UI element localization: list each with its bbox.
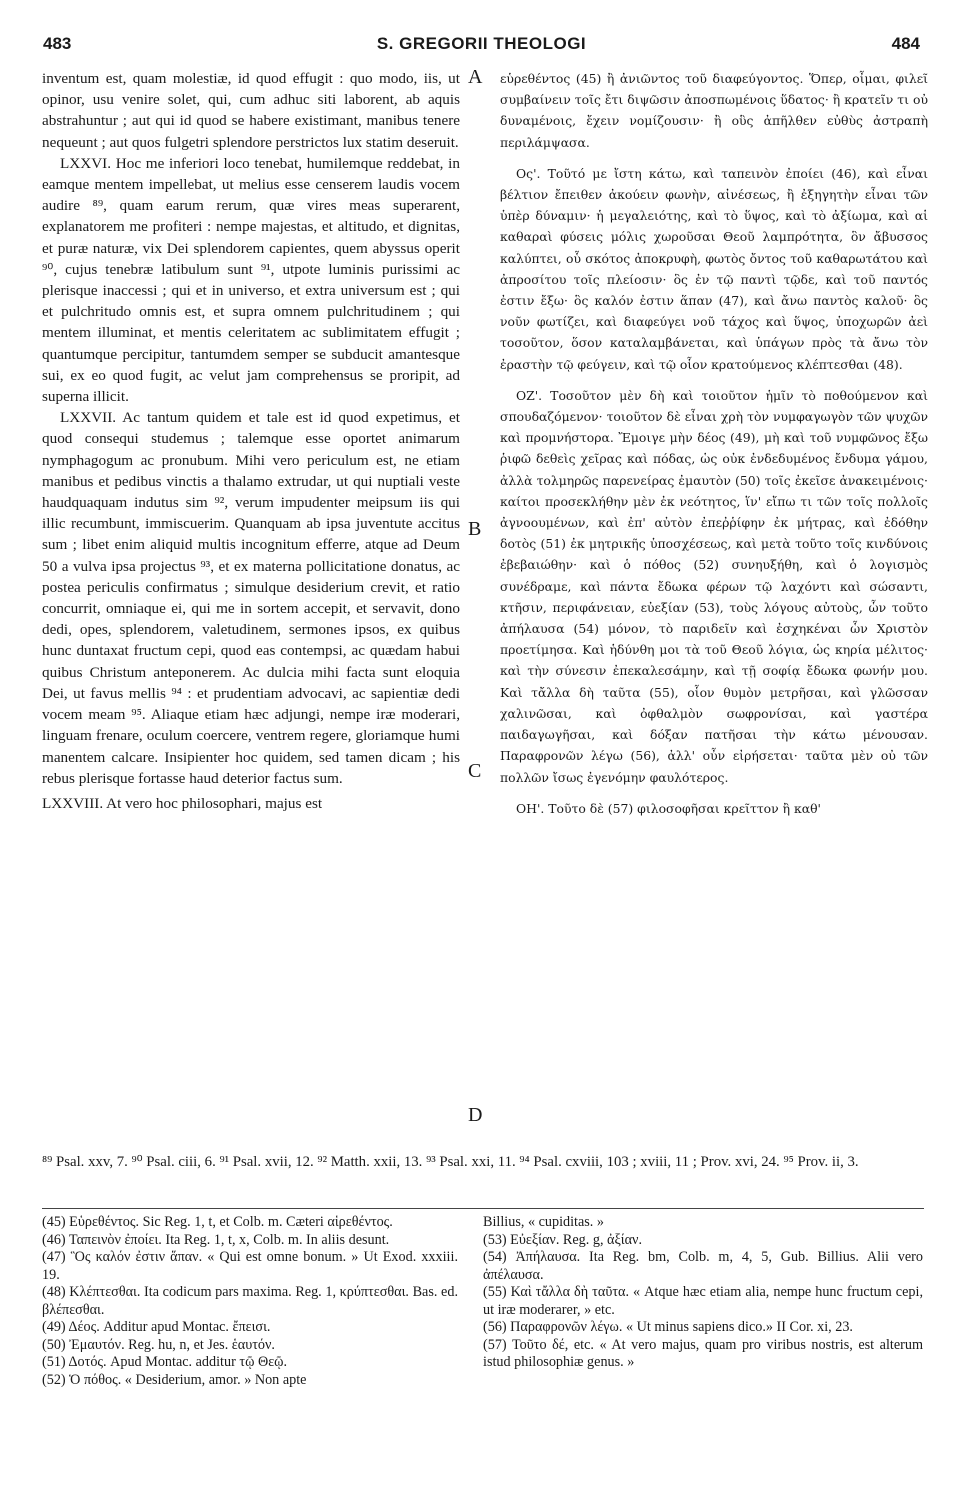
page-number-left: 483 [43,34,72,53]
critical-note: Billius, « cupiditas. » [483,1214,604,1230]
critical-notes-left [42,1214,458,1389]
latin-column [42,68,460,814]
critical-note: (55) Καὶ τἄλλα δὴ ταῦτα. « Atque hæc etiam alia, nempe hunc fructum cepi, ut iræ moderarer, » etc. [483,1284,923,1318]
latin-paragraph: LXXVIII. At vero hoc philosophari, majus est [42,794,323,812]
critical-note: (53) Εὐεξίαν. Reg. g, ἀξίαν. [483,1231,643,1248]
critical-notes-right [483,1214,923,1372]
running-title: S. GREGORII THEOLOGI [376,34,587,53]
greek-paragraph: Ος'. Τοῦτό με ἴστη κάτω, καὶ ταπεινὸν ἐποίει (46), καὶ εἶναι βέλτιον ἔπειθεν ἀκούειν φωνὴν, αἰνέσεως, ἢ ἐξηγητὴν εἶναι τῶν ὑπὲρ δύναμιν· ἡ μεγαλειότης, καὶ τὸ ὕψος, καὶ τὸ ἀξίωμα, καὶ αἱ καθαραὶ φύσεις μόλις χωροῦσαι Θεοῦ λαμπρότητα, ὃν ἄβυσσος καλύπτει, οὗ σκότος ἀποκρυφὴ, φωτὸς ὄντος τοῦ καθαρωτάτου καὶ ἀπροσίτου τοῖς πλείοσιν· ὃς ἐν τῷ παντὶ τῷδε, καὶ τοῦ παντός ἐστιν ἔξω· ὃς καλόν ἐστιν ἅπαν (47), καὶ ἄνω παντὸς καλοῦ· ὃς νοῦν φωτίζει, καὶ διαφεύγει νοῦ τάχος καὶ ὕψος, ὑποχωρῶν ἀεὶ τοσοῦτον, ὅσον καταλαμβάνεται, καὶ ὑπάγων πρὸς τὰ ἄνω τὸν ἐραστὴν τῷ φεύγειν, καὶ τῷ οἷον κρατούμενος κλέπτεσθαι (48). [500,165,928,372]
critical-note: (49) Δέος. Additur apud Montac. ἔπεισι. [42,1319,271,1335]
margin-marker-c: C [468,760,482,782]
margin-marker-d: D [468,1104,483,1126]
margin-marker-a: A [468,66,483,88]
margin-marker-b: B [468,518,482,540]
critical-note: (45) Εὑρεθέντος. Sic Reg. 1, t, et Colb. m. Cæteri αἱρεθέντος. [42,1214,393,1230]
critical-note: (52) Ὁ πόθος. « Desiderium, amor. » Non apte [42,1371,307,1388]
critical-note: (46) Ταπεινὸν ἐποίει. Ita Reg. 1, t, x, Colb. m. In aliis desunt. [42,1231,390,1248]
scripture-footnotes: ⁸⁹ Psal. xxv, 7. ⁹⁰ Psal. ciii, 6. ⁹¹ Psal. xvii, 12. ⁹² Matth. xxii, 13. ⁹³ Psal. xxi, 11. ⁹⁴ Psal. cxviii, 103 ; xviii, 11 ; Prov. xvi, 24. ⁹⁵ Prov. ii, 3. [42,1154,859,1170]
running-header [0,34,963,60]
greek-paragraph: ΟΖ'. Τοσοῦτον μὲν δὴ καὶ τοιοῦτον ἡμῖν τὸ ποθούμενον καὶ σπουδαζόμενον· τοιοῦτον δὲ εἶναι χρὴ τὸν νυμφαγωγὸν τῶν ψυχῶν καὶ προμνήστορα. Ἔμοιγε μὴν δέος (49), μὴ καὶ τοῦ νυμφῶνος ἔξω ῥιφῶ δεθεὶς χεῖρας καὶ πόδας, ὡς οὐκ ἐνδεδυμένος ἔνδυμα γάμου, ἀλλὰ τολμηρῶς παρενείρας ἐμαυτὸν (50) τοῖς ἐκεῖσε ἀνακειμένοις· καίτοι προσεκλήθην μὲν ἐκ νεότητος, ἵν' εἴπω τι τῶν τοῖς πολλοῖς ἀγνοουμένων, καὶ ἐπ' αὐτὸν ἐπεῤῥίφην ἐκ μήτρας, καὶ ἐδόθην δοτὸς (51) ἐκ μητρικῆς ὑποσχέσεως, καὶ μετὰ τοῦτο τοῖς κινδύνοις ἐβεβαιώθην· καὶ ὁ πόθος (52) συνηυξήθη, καὶ ὁ λογισμὸς συνέδραμε, καὶ πάντα ἔδωκα φέρων τῷ λαχόντι καὶ σώσαντι, κτῆσιν, περιφάνειαν, εὐεξίαν (53), τοὺς λόγους αὐτοὺς, ὧν τοῦτο ἀπήλαυσα (54) μόνον, τὸ παριδεῖν καὶ ἐσχηκέναι ὧν Χριστὸν προετίμησα. Καὶ ἡδύνθη μοι τὰ τοῦ Θεοῦ λόγια, ὡς κηρία μέλιτος· καὶ τὴν σύνεσιν ἐπεκαλεσάμην, καὶ τῇ σοφίᾳ ἔδωκα φωνήν μου. Καὶ τἄλλα δὴ ταῦτα (55), οἷον θυμὸν μετρῆσαι, καὶ γλῶσσαν χαλινῶσαι, καὶ ὀφθαλμὸν σωφρονίσαι, καὶ γαστέρα παιδαγωγῆσαι, καὶ δόξαν πατῆσαι τὴν κάτω μένουσαν. Παραφρονῶν λέγω (56), ἀλλ' οὖν εἰρήσεται· ταῦτα μὲν οὐ τῶν πολλῶν ἴσως ἐγενόμην φαυλότερος. [500,387,928,785]
notes-divider [42,1208,924,1209]
critical-note: (57) Τοῦτο δέ, etc. « At vero majus, quam pro viribus nostris, est alterum istud philosophiæ genus. » [483,1336,923,1370]
greek-column [500,68,928,819]
greek-paragraph: εὑρεθέντος (45) ἢ ἀνιῶντος τοῦ διαφεύγοντος. Ὅπερ, οἶμαι, φιλεῖ συμβαίνειν τοῖς ἔτι διψῶσιν ἀποσπωμένοις ὕδατος· ἢ κρατεῖν τι οὐ δυναμένοις, ἔχειν νομίζουσιν· ἢ οὓς ἀπῆλθεν εὐθὺς ἀστραπὴ περιλάμψασα. [500,71,928,150]
greek-paragraph: ΟΗ'. Τοῦτο δὲ (57) φιλοσοφῆσαι κρεῖττον ἢ καθ' [516,800,821,816]
latin-paragraph: LXXVII. Ac tantum quidem et tale est id quod expetimus, et quod consequi studemus ; talemque esse oportet animarum nymphagogum ac pronubum. Mihi vero periculum est, ne etiam manibus et pedibus vinctis a thalamo extrudar, ut qui nuptiali veste haudquaquam indutus sim ⁹², verum impudenter meipsum iis qui illic recumbunt, immiscuerim. Quanquam ab ipsa juventute accitus sum ; libet enim aliquid multis incognitum efferre, atque ad Deum 50 a vulva ipsa projectus ⁹³, et ex materna pollicitatione donatus, ac postea periculis confirmatus ; simulque desiderium crevit, et ratio concurrit, omniaque ei, qui me in sortem accepit, et servavit, dono dedi, opes, splendorem, valetudinem, sermones ipsos, ex quibus hunc duntaxat fructum cepi, quod eas contempsi, ac quædam habui quibus Christum anteponerem. Ac dulcia mihi facta sunt eloquia Dei, ut favus mellis ⁹⁴ : et prudentiam advocavi, ac sapientiæ dedi vocem meam ⁹⁵. Aliaque etiam hæc adjungi, nempe iræ moderari, linguam frenare, oculum coercere, ventrem regere, gloriamque humi manentem calcare. Insipienter hoc quidem, sed tamen dicam ; his rebus plerisque fortasse haud deterior factus sum. [42,409,460,787]
critical-note: (54) Ἀπήλαυσα. Ita Reg. bm, Colb. m, 4, 5, Gub. Billius. Alii vero ἀπέλαυσα. [483,1249,923,1283]
critical-note: (48) Κλέπτεσθαι. Ita codicum pars maxima. Reg. 1, κρύπτεσθαι. Bas. ed. βλέπεσθαι. [42,1284,458,1318]
latin-paragraph: LXXVI. Hoc me inferiori loco tenebat, humilemque reddebat, in eamque mentem impellebat, ut melius esse censerem laudis vocem audire ⁸⁹, quam earum rerum, quæ vires meas superarent, explanatorem me profiteri : nempe majestas, et altitudo, et dignitas, et puræ naturæ, vix Dei splendorem capientes, quem abyssus operit ⁹⁰, cujus tenebræ latibulum sunt ⁹¹, utpote luminis purissimi ac plerisque inaccessi ; qui et in universo, et extra universum est ; qui et pulchritudo omnis est, et supra omnem pulchritudinem ; qui mentem illuminat, et mentis celeritatem ac sublimitatem effugit ; quantumque percipitur, tantumdem semper se subducit amantesque sui, ex eo quod fugit, ac velut jam comprehensus se proripit, ad superna illicit. [42,154,460,406]
critical-note: (50) Ἐμαυτόν. Reg. hu, n, et Jes. ἑαυτόν. [42,1336,275,1353]
page-number-right: 484 [891,34,920,53]
critical-note: (51) Δοτός. Apud Montac. additur τῷ Θεῷ. [42,1354,288,1370]
critical-note: (56) Παραφρονῶν λέγω. « Ut minus sapiens dico.» II Cor. xi, 23. [483,1319,853,1335]
latin-paragraph: inventum est, quam molestiæ, id quod effugit : quo modo, iis, ut opinor, usu venire solet, qui, cum adhuc siti laborent, ab aquis abstrahuntur ; aut qui id quod se habere existimant, manibus tenere nequeunt ; aut quos fulgetri splendore perstrictos lux statim deseruit. [42,70,460,151]
critical-note: (47) Ὃς καλόν ἐστιν ἅπαν. « Qui est omne bonum. » Ut Exod. xxxiii. 19. [42,1249,458,1283]
